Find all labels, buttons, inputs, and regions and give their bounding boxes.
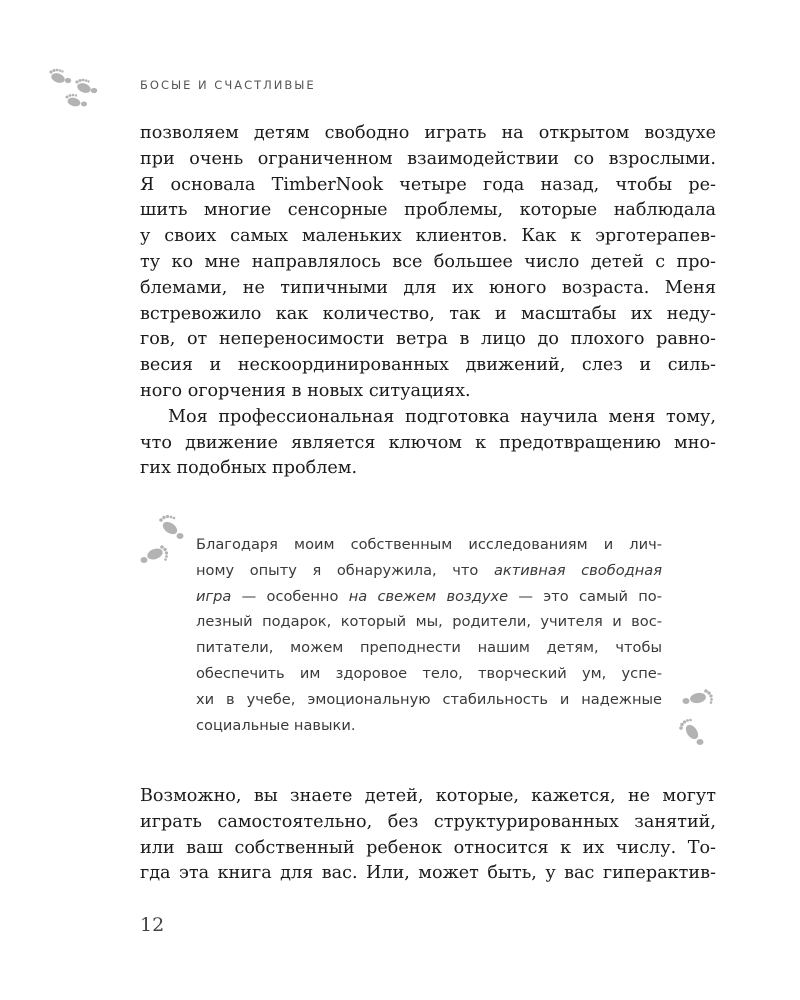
footprints-icon: [130, 510, 192, 578]
callout-text: — особенно: [231, 587, 349, 605]
text-line: Я основала TimberNook четыре года назад, чтобы ре-: [140, 174, 716, 195]
callout-emphasis: на свежем воздухе: [348, 587, 509, 605]
footprints-icon: [662, 684, 724, 752]
text-line: ту ко мне направлялось все большее число детей с про-: [140, 251, 716, 272]
text-line: Возможно, вы знаете детей, которые, кажется, не могут: [140, 786, 716, 806]
text-line: что движение является ключом к предотвращению мно-: [140, 432, 716, 453]
body-text-top: [140, 121, 716, 482]
callout-line: питатели, можем преподнести нашим детям, чтобы: [196, 639, 662, 657]
text-line: при очень ограниченном взаимодействии со взрослыми.: [140, 148, 716, 169]
callout-line: лезный подарок, который мы, родители, учителя и вос-: [196, 613, 662, 631]
text-line: Моя профессиональная подготовка научила меня тому,: [168, 406, 716, 427]
callout-line: социальные навыки.: [196, 716, 356, 734]
text-line: весия и нескоординированных движений, слез и силь-: [140, 355, 716, 376]
running-head: БОСЫЕ И СЧАСТЛИВЫЕ: [140, 78, 316, 92]
text-line: встревожило как количество, так и масштабы их неду-: [140, 303, 716, 324]
callout-line: [196, 584, 662, 610]
callout-emphasis: игра: [196, 587, 232, 605]
text-line: позволяем детям свободно играть на открытом воздухе: [140, 123, 716, 143]
text-line: гда эта книга для вас. Или, может быть, у вас гиперактив-: [140, 863, 716, 884]
text-line: шить многие сенсорные проблемы, которые наблюдала: [140, 200, 716, 221]
body-text-bottom: [140, 784, 716, 887]
callout-line: обеспечить им здоровое тело, творческий ум, успе-: [196, 664, 662, 682]
footprints-icon: [44, 64, 124, 114]
text-line: или ваш собственный ребенок относится к их числу. То-: [140, 837, 716, 858]
page-number: 12: [140, 914, 165, 936]
callout-text: ному опыту я обнаружила, что: [196, 561, 494, 579]
callout-line: хи в учебе, эмоциональную стабильность и надежные: [196, 690, 662, 708]
callout-line: [196, 558, 662, 584]
text-line: гих подобных проблем.: [140, 458, 358, 479]
callout-line: Благодаря моим собственным исследованиям и лич-: [196, 536, 662, 553]
callout-emphasis: активная свободная: [493, 561, 662, 579]
callout-quote: [196, 532, 662, 738]
text-line: блемами, не типичными для их юного возраста. Меня: [140, 277, 716, 298]
callout-text: — это самый по-: [508, 587, 662, 605]
text-line: гов, от непереносимости ветра в лицо до плохого равно-: [140, 329, 716, 350]
text-line: у своих самых маленьких клиентов. Как к эрготерапев-: [140, 226, 716, 247]
text-line: играть самостоятельно, без структурированных занятий,: [140, 811, 716, 832]
text-line: ного огорчения в новых ситуациях.: [140, 380, 471, 401]
